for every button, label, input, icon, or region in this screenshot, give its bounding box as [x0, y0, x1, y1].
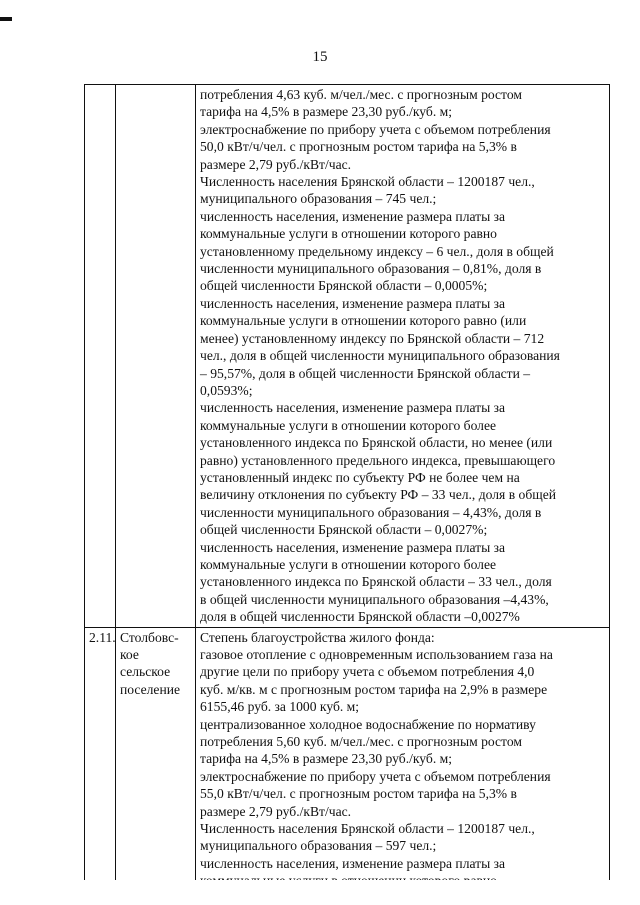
document-table	[84, 84, 610, 890]
description-line: электроснабжение по прибору учета с объемом потребления	[200, 768, 551, 784]
margin-mark	[0, 17, 12, 21]
description-line: общей численности Брянской области – 0,0027%;	[200, 522, 488, 538]
settlement-name-line: сельское	[120, 664, 171, 680]
description-line: коммунальные услуги в отношении которого более	[200, 417, 497, 433]
description-line: муниципального образования – 597 чел.;	[200, 838, 437, 854]
page-number: 15	[312, 49, 328, 65]
description-line: численность населения, изменение размера платы за	[200, 400, 506, 416]
description-line: менее) установленному индексу по Брянской области – 712	[200, 330, 545, 346]
description-line: тарифа на 4,5% в размере 23,30 руб./куб. м;	[200, 751, 452, 767]
description-cell	[196, 85, 610, 628]
description-line: электроснабжение по прибору учета с объемом потребления	[200, 121, 551, 137]
description-line: численности муниципального образования – 0,81%, доля в	[200, 261, 542, 277]
description-line: коммунальные услуги в отношении которого равно	[200, 226, 497, 242]
description-line: коммунальные услуги в отношении которого более	[200, 556, 497, 572]
description-line: – 95,57%, доля в общей численности Брянской области –	[200, 365, 531, 381]
description-line: доля в общей численности Брянской области –0,0027%	[200, 609, 520, 625]
description-line: чел., доля в общей численности муниципального образования	[200, 348, 560, 364]
settlement-name-cell	[116, 85, 196, 628]
description-line: общей численности Брянской области – 0,0005%;	[200, 278, 488, 294]
table-row	[85, 85, 610, 628]
description-line: коммунальные услуги в отношении которого равно (или	[200, 313, 527, 329]
description-line: размере 2,79 руб./кВт/час.	[200, 156, 352, 172]
description-line: в общей численности муниципального образования –4,43%,	[200, 591, 549, 607]
description-line: установленный индекс по субъекту РФ не более чем на	[200, 469, 520, 485]
row-number-cell	[85, 85, 116, 628]
description-line: потребления 4,63 куб. м/чел./мес. с прогнозным ростом	[200, 87, 522, 102]
description-line: Численность населения Брянской области – 1200187 чел.,	[200, 174, 535, 190]
description-line: 50,0 кВт/ч/чел. с прогнозным ростом тарифа на 5,3% в	[200, 139, 517, 155]
description-line: газовое отопление с одновременным использованием газа на	[200, 647, 553, 662]
description-line: Степень благоустройства жилого фонда:	[200, 629, 435, 645]
description-cell	[196, 627, 610, 890]
description-line: централизованное холодное водоснабжение по нормативу	[200, 716, 536, 732]
description-line: Численность населения Брянской области – 1200187 чел.,	[200, 821, 535, 837]
description-line: куб. м/кв. м с прогнозным ростом тарифа на 2,9% в размере	[200, 681, 548, 697]
page-bottom-edge	[0, 880, 640, 905]
row-number-cell: 2.11.	[85, 627, 116, 890]
description-line: 6155,46 руб. за 1000 куб. м;	[200, 699, 360, 715]
description-line: численность населения, изменение размера платы за	[200, 295, 506, 311]
description-line: размере 2,79 руб./кВт/час.	[200, 803, 352, 819]
description-line: муниципального образования – 745 чел.;	[200, 191, 437, 207]
description-line: равно) установленного предельного индекса, превышающего	[200, 452, 556, 468]
settlement-name-cell	[116, 627, 196, 890]
description-line: установленного индекса по Брянской области – 33 чел., доля	[200, 574, 552, 590]
description-line: численность населения, изменение размера платы за	[200, 539, 506, 555]
description-line: численность населения, изменение размера платы за	[200, 855, 506, 871]
settlement-name-line: кое	[120, 647, 139, 662]
description-line: потребления 5,60 куб. м/чел./мес. с прогнозным ростом	[200, 734, 522, 750]
description-line: 0,0593%;	[200, 382, 253, 398]
description-line: тарифа на 4,5% в размере 23,30 руб./куб. м;	[200, 104, 452, 120]
table-row	[85, 627, 610, 890]
description-line: численности муниципального образования – 4,43%, доля в	[200, 504, 542, 520]
settlement-name-line: Столбовс-	[120, 629, 179, 645]
settlement-name-line: поселение	[120, 681, 181, 697]
description-line: численность населения, изменение размера платы за	[200, 208, 506, 224]
description-line: величину отклонения по субъекту РФ – 33 чел., доля в общей	[200, 487, 557, 503]
description-line: другие цели по прибору учета с объемом потребления 4,0	[200, 664, 535, 680]
description-line: установленного индекса по Брянской области, но менее (или	[200, 435, 553, 451]
description-line: установленному предельному индексу – 6 чел., доля в общей	[200, 243, 554, 259]
description-line: 55,0 кВт/ч/чел. с прогнозным ростом тарифа на 5,3% в	[200, 786, 517, 802]
